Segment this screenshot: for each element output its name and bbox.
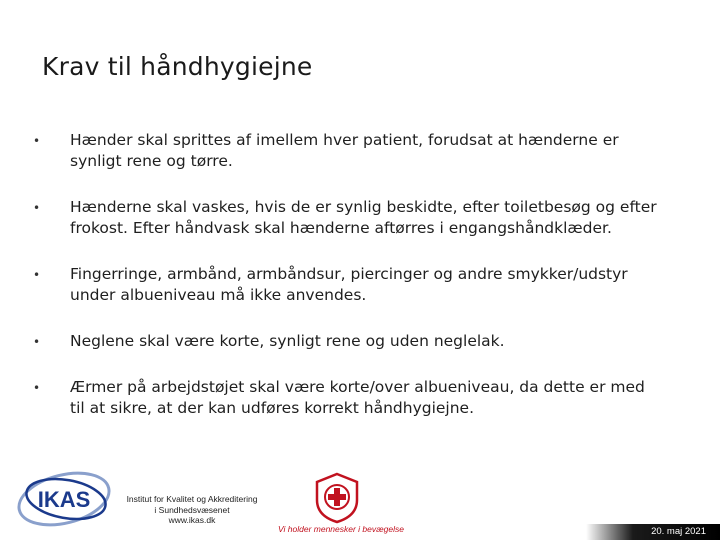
bullet-marker: •	[33, 268, 41, 282]
institute-subtitle: i Sundhedsvæsenet	[154, 504, 230, 515]
bullet-text-line: til at sikre, at der kan udføres korrekt håndhygiejne.	[70, 399, 475, 417]
bullet-text-line: synligt rene og tørre.	[70, 152, 233, 170]
institute-info	[112, 494, 272, 526]
bullet-text-line: Fingerringe, armbånd, armbåndsur, piercinger og andre smykker/udstyr	[70, 265, 628, 283]
hospital-seal-icon	[314, 472, 360, 524]
institute-name: Institut for Kvalitet og Akkreditering	[126, 494, 258, 504]
bullet-item	[26, 197, 686, 239]
slide-date: 20. maj 2021	[651, 526, 706, 537]
slide-title: Krav til håndhygiejne	[42, 52, 313, 81]
bullet-text-line: Neglene skal være korte, synligt rene og uden neglelak.	[70, 332, 505, 350]
bullet-text-line: Hænderne skal vaskes, hvis de er synlig beskidte, efter toiletbesøg og efter	[70, 198, 657, 216]
ikas-logo-text: IKAS	[37, 487, 91, 512]
bullet-item	[26, 130, 686, 172]
bullet-marker: •	[33, 381, 41, 395]
bullet-list	[26, 130, 686, 444]
bullet-text-line: under albueniveau må ikke anvendes.	[70, 286, 367, 304]
date-bar	[586, 524, 720, 540]
institute-website: www.ikas.dk	[168, 515, 216, 525]
bullet-item	[26, 377, 686, 419]
bullet-item	[26, 264, 686, 306]
bullet-item	[26, 331, 686, 352]
ikas-logo	[14, 468, 118, 528]
bullet-text-line: Ærmer på arbejdstøjet skal være korte/over albueniveau, da dette er med	[70, 378, 645, 396]
slide-footer	[0, 460, 720, 540]
bullet-marker: •	[33, 335, 41, 349]
bullet-text-line: Hænder skal sprittes af imellem hver patient, forudsat at hænderne er	[70, 131, 619, 149]
slogan: Vi holder mennesker i bevægelse	[278, 524, 404, 534]
bullet-marker: •	[33, 201, 41, 215]
bullet-text-line: frokost. Efter håndvask skal hænderne aftørres i engangshåndklæder.	[70, 219, 612, 237]
bullet-marker: •	[33, 134, 41, 148]
